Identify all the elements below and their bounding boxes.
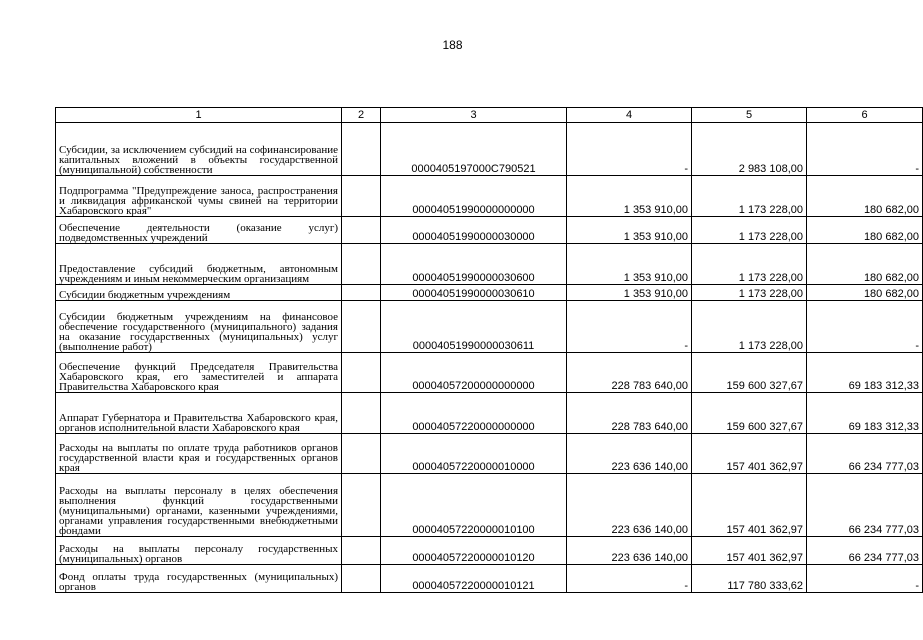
row-col2 [342, 474, 381, 537]
row-code: 00004057220000010121 [381, 565, 567, 593]
row-value-5: 157 401 362,97 [692, 434, 807, 474]
row-name: Обеспечение деятельности (оказание услуг) подведомственных учреждений [56, 217, 342, 244]
row-value-5: 2 983 108,00 [692, 123, 807, 176]
row-name: Субсидии бюджетным учреждениям [56, 285, 342, 301]
table-row [56, 244, 923, 285]
row-value-4: 223 636 140,00 [567, 474, 692, 537]
row-name: Субсидии бюджетным учреждениям на финансовое обеспечение государственного (муниципального) задания на оказание государственных (муниципальных) услуг (выполнение работ) [56, 301, 342, 353]
row-value-5: 1 173 228,00 [692, 244, 807, 285]
row-value-5: 117 780 333,62 [692, 565, 807, 593]
row-col2 [342, 353, 381, 393]
table-row [56, 217, 923, 244]
row-code: 0000405197000C790521 [381, 123, 567, 176]
row-col2 [342, 244, 381, 285]
row-value-4: 1 353 910,00 [567, 244, 692, 285]
header-row [56, 108, 923, 123]
row-code: 00004057200000000000 [381, 353, 567, 393]
row-col2 [342, 434, 381, 474]
table-row [56, 434, 923, 474]
row-value-5: 1 173 228,00 [692, 176, 807, 217]
row-name: Предоставление субсидий бюджетным, автономным учреждениям и иным некоммерческим организациям [56, 244, 342, 285]
row-value-6: 180 682,00 [807, 244, 923, 285]
row-name: Фонд оплаты труда государственных (муниципальных) органов [56, 565, 342, 593]
row-value-5: 159 600 327,67 [692, 353, 807, 393]
header-col-4: 4 [567, 108, 692, 123]
row-value-6: 66 234 777,03 [807, 434, 923, 474]
row-code: 00004051990000030000 [381, 217, 567, 244]
row-col2 [342, 217, 381, 244]
budget-table [55, 107, 923, 593]
row-value-5: 157 401 362,97 [692, 537, 807, 565]
row-value-6: 66 234 777,03 [807, 537, 923, 565]
row-value-4: 223 636 140,00 [567, 537, 692, 565]
page-number: 188 [442, 38, 463, 52]
row-value-5: 157 401 362,97 [692, 474, 807, 537]
row-value-5: 1 173 228,00 [692, 217, 807, 244]
row-value-6: 180 682,00 [807, 285, 923, 301]
row-value-6: 66 234 777,03 [807, 474, 923, 537]
row-value-5: 159 600 327,67 [692, 393, 807, 434]
row-value-6: 69 183 312,33 [807, 393, 923, 434]
row-value-4: 1 353 910,00 [567, 217, 692, 244]
table-body [56, 123, 923, 593]
row-code: 00004051990000030600 [381, 244, 567, 285]
row-col2 [342, 393, 381, 434]
header-col-1: 1 [56, 108, 342, 123]
row-col2 [342, 565, 381, 593]
row-value-5: 1 173 228,00 [692, 285, 807, 301]
row-name: Расходы на выплаты персоналу государственных (муниципальных) органов [56, 537, 342, 565]
row-code: 00004051990000000000 [381, 176, 567, 217]
row-code: 00004051990000030610 [381, 285, 567, 301]
row-value-6: - [807, 301, 923, 353]
row-value-5: 1 173 228,00 [692, 301, 807, 353]
header-col-3: 3 [381, 108, 567, 123]
row-value-4: - [567, 301, 692, 353]
row-value-6: 180 682,00 [807, 176, 923, 217]
row-value-6: - [807, 123, 923, 176]
row-code: 00004057220000010000 [381, 434, 567, 474]
row-value-6: - [807, 565, 923, 593]
row-code: 00004057220000000000 [381, 393, 567, 434]
row-value-4: 1 353 910,00 [567, 285, 692, 301]
header-col-2: 2 [342, 108, 381, 123]
table-row [56, 474, 923, 537]
row-name: Расходы на выплаты по оплате труда работников органов государственной власти края и государственных органов края [56, 434, 342, 474]
row-name: Подпрограмма "Предупреждение заноса, распространения и ликвидация африканской чумы свиней на территории Хабаровского края" [56, 176, 342, 217]
row-name: Аппарат Губернатора и Правительства Хабаровского края, органов исполнительной власти Хабаровского края [56, 393, 342, 434]
table-row [56, 393, 923, 434]
table-row [56, 301, 923, 353]
row-col2 [342, 285, 381, 301]
row-col2 [342, 301, 381, 353]
row-value-4: 228 783 640,00 [567, 353, 692, 393]
row-name: Обеспечение функций Председателя Правительства Хабаровского края, его заместителей и аппарата Правительства Хабаровского края [56, 353, 342, 393]
row-code: 00004057220000010100 [381, 474, 567, 537]
row-code: 00004057220000010120 [381, 537, 567, 565]
row-name: Субсидии, за исключением субсидий на софинансирование капитальных вложений в объекты государственной (муниципальной) собственности [56, 123, 342, 176]
row-value-4: - [567, 565, 692, 593]
table-row [56, 565, 923, 593]
table-row [56, 537, 923, 565]
row-value-4: 228 783 640,00 [567, 393, 692, 434]
table-row [56, 285, 923, 301]
row-col2 [342, 537, 381, 565]
row-code: 00004051990000030611 [381, 301, 567, 353]
table-row [56, 176, 923, 217]
row-value-4: 1 353 910,00 [567, 176, 692, 217]
row-col2 [342, 176, 381, 217]
row-value-6: 180 682,00 [807, 217, 923, 244]
header-col-6: 6 [807, 108, 923, 123]
table-row [56, 123, 923, 176]
row-value-4: 223 636 140,00 [567, 434, 692, 474]
row-col2 [342, 123, 381, 176]
table-header [56, 108, 923, 123]
row-value-6: 69 183 312,33 [807, 353, 923, 393]
row-name: Расходы на выплаты персоналу в целях обеспечения выполнения функций государственными (муниципальными) органами, казенными учреждениями, органами управления государственными внебюджетными фондами [56, 474, 342, 537]
header-col-5: 5 [692, 108, 807, 123]
row-value-4: - [567, 123, 692, 176]
table-row [56, 353, 923, 393]
